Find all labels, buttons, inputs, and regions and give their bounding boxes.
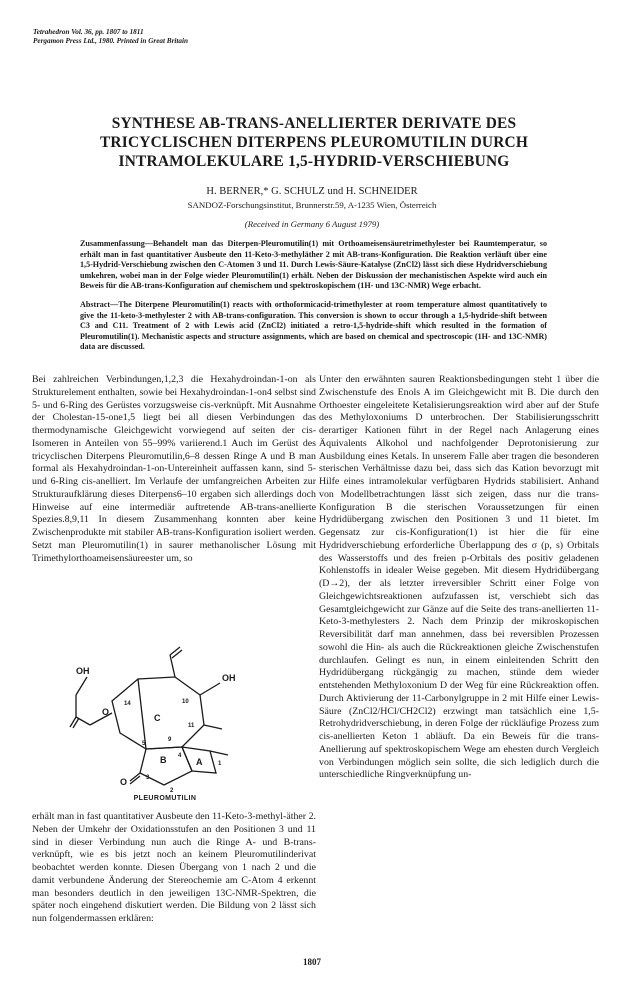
body-text-left-top: Bei zahlreichen Verbindungen,1,2,3 die Hexahydroindan-1-on als Strukturelement enthalten, sowie bei Hexahydroindan-1-on4 selbst sind 5- und 6-Ring des Gerüstes vorzugsweise cis-verknüpft. Mit Ausnahme der Cholestan-15-one1,5 liegt bei all diesen Verbindungen das thermodynamische Gleichgewicht vorwiegend auf seiten der cis-Isomeren in Anteilen von 55–99% variierend.1 Auch im Gerüst des tricyclischen Diterpens Pleuromutilin,6–8 dessen Ringe A und B man formal als Hexahydroindan-1-on-Untereinheit auffassen kann, sind 5- und 6-Ring cis-anelliert. Im Verlaufe der umfangreichen Arbeiten zur Strukturaufklärung dieses Diterpens6–10 ergaben sich allerdings doch Hinweise auf eine intermediär auftretende AB-trans-anellierte Spezies.8,9,11 In diesem Zusammenhang konnten aber keine Zwischenprodukte mit stabiler AB-trans-Konfiguration isoliert werden. Setzt man Pleuromutilin(1) in saurer methanolischer Lösung mit Trimethylorthoameisensäureester um, so xyxy=(32,374,316,564)
c14-label: 14 xyxy=(124,701,131,707)
c5-label: 5 xyxy=(142,741,146,747)
structure-bonds xyxy=(70,647,228,785)
c9-label: 9 xyxy=(168,737,172,743)
abstract-german: Zusammenfassung—Behandelt man das Diterpen-Pleuromutilin(1) mit Orthoameisensäuretrimethylester bei Raumtemperatur, so erhält man in fast quantitativer Ausbeute den 11-Keto-3-methyläther 2 mit AB-trans-Konfiguration. Die Reaktion verläuft über eine 1,5-Hydrid-Verschiebung zwischen den C-Atomen 3 und 11. Durch Lewis-Säure-Katalyse (ZnCl2) lässt sich diese Hydridverschiebung umkehren, wobei man in der Folge wieder Pleuromutilin(1) erhält. Neben der Diskussion der mechanistischen Aspekte wird auch ein Beweis für die AB-trans-Konfiguration auf chemischem und spektroskopischem (1H- und 13C-NMR) Wege erbacht. xyxy=(80,239,547,291)
c2-label: 2 xyxy=(170,788,174,793)
abstract-english: Abstract—The Diterpene Pleuromutilin(1) reacts with orthoformicacid-trimethylester at room temperature almost quantitatively to give the 11-keto-3-methylester 2 with AB-trans-configuration. This conversion is shown to occur through a 1,5-hydride-shift between C3 and C11. Treatment of 2 with Lewis acid (ZnCl2) initiated a retro-1,5-hydride-shift which resulted in the formation of Pleuromutilin(1). Mechanistic aspects and structure assignments, which are based on chemical and spectroscopic (1H- and 13C-NMR) data are discussed. xyxy=(80,300,547,352)
publisher-line: Pergamon Press Ltd., 1980. Printed in Great Britain xyxy=(33,37,188,45)
ring-a-label: A xyxy=(196,757,203,767)
c10-label: 10 xyxy=(182,699,189,705)
oh-left-label: OH xyxy=(76,666,90,676)
affiliation: SANDOZ-Forschungsinstitut, Brunnerstr.59, A-1235 Wien, Österreich xyxy=(187,200,437,210)
ester-oxygen-label: O xyxy=(102,707,110,717)
title-line-2: TRICYCLISCHEN DITERPENS PLEUROMUTILIN DURCH xyxy=(99,134,529,151)
ring-c-label: C xyxy=(154,713,161,723)
oh-right-label: OH xyxy=(222,673,236,683)
c4-label: 4 xyxy=(178,753,182,759)
title-line-3: INTRAMOLEKULARE 1,5-HYDRID-VERSCHIEBUNG xyxy=(118,153,510,170)
page-number: 1807 xyxy=(303,957,321,967)
c3-label: 3 xyxy=(146,775,150,781)
c11-label: 11 xyxy=(188,723,195,729)
c1-label: 1 xyxy=(218,761,222,767)
ring-b-label: B xyxy=(160,755,167,765)
author-list: H. BERNER,* G. SCHULZ und H. SCHNEIDER xyxy=(206,186,418,197)
paper-title xyxy=(40,114,588,171)
structure-caption: PLEUROMUTILIN xyxy=(133,795,197,802)
pleuromutilin-structure xyxy=(60,643,275,793)
received-date: (Received in Germany 6 August 1979) xyxy=(244,219,380,229)
keto-oxygen-label: O xyxy=(120,777,128,787)
title-line-1: SYNTHESE AB-TRANS-ANELLIERTER DERIVATE DES xyxy=(111,115,517,132)
journal-header xyxy=(33,28,188,46)
body-text-left-bottom: erhält man in fast quantitativer Ausbeute den 11-Keto-3-methyl-äther 2. Neben der Umkehr der Oxidationsstufen an den Positionen 3 und 11 sind in dieser Verbindung nun auch die Ringe A- und B-trans-verknüpft, wie es bis jetzt noch an keinem Pleuromutilinderivat beobachtet werden konnte. Diesen Übergang von 1 nach 2 und die damit verbundene Änderung der Stereochemie am C-Atom 4 erkennt man besonders deutlich in den jeweiligen 13C-NMR-Spektren, die später noch eingehend diskutiert werden. Die Bildung von 2 lässt sich nun folgendermassen erklären: xyxy=(32,811,316,924)
body-text-right: Unter den erwähnten sauren Reaktionsbedingungen steht 1 über die Zwischenstufe des Enols A im Gleichgewicht mit B. Die durch den Orthoester eingeleitete Ketalisierungsreaktion wird aber auf der Stufe des Methyloxoniums D unterbrochen. Der Stabilisierungsschritt derartiger Kationen führt in der Regel nach Anlagerung eines Äquivalents Alkohol und nachfolgender Deprotonisierung zur Ausbildung eines Ketals. In unserem Falle aber tragen die besonderen sterischen Verhältnisse dazu bei, dass sich das Kation bevorzugt mit Hilfe eines intramolekular verfügbaren Hydrids stabilisiert. Anhand von Modellbetrachtungen lässt sich zeigen, dass nur die trans-Konfiguration B die sterischen Voraussetzungen für einen Hydridübergang zwischen den Positionen 3 und 11 bietet. Im Gegensatz zur cis-Konfiguration(1) ist hier die für eine Hydridverschiebung erforderliche Überlappung des σ (p, s) Orbitals des Wasserstoffs und des freien p-Orbitals des positiv geladenen Kohlenstoffs in idealer Weise gegeben. Mit diesem Hydridübergang (D→2), der als letzter irreversibler Schritt einer Folge von Gleichgewichtsreaktionen aufzufassen ist, verschiebt sich das Gesamtgleichgewicht zur Gänze auf die Seite des trans-anellierten 11-Keto-3-methylesters 2. Nach dem Prinzip der mikroskopischen Reversibilität darf man annehmen, dass bei reversiblen Prozessen sowohl die Hin- als auch die Rückreaktionen gleiche Zwischenstufen durchlaufen. Gelingt es nun, in einem einleitenden Schritt den Hydridübergang rückgängig zu machen, stünde dem wieder entstehenden Methyloxonium D der Weg für eine Rückreaktion offen. Durch Aktivierung der 11-Carbonylgruppe in 2 mit Hilfe einer Lewis-Säure (ZnCl2/HCl/CH2Cl2) erzwingt man tatsächlich eine 1,5-Retrohydridverschiebung, in deren Folge der rückläufige Prozess zum cis-anellierten Keton 1 abläuft. Da ein Beweis für die trans-Anellierung auf spektroskopischem Wege am ehesten durch Vergleich von Verbindungen möglich sein sollte, die sich lediglich durch die unterschiedliche Ringverknüpfung un- xyxy=(319,374,599,781)
journal-citation: Tetrahedron Vol. 36, pp. 1807 to 1811 xyxy=(33,28,144,36)
